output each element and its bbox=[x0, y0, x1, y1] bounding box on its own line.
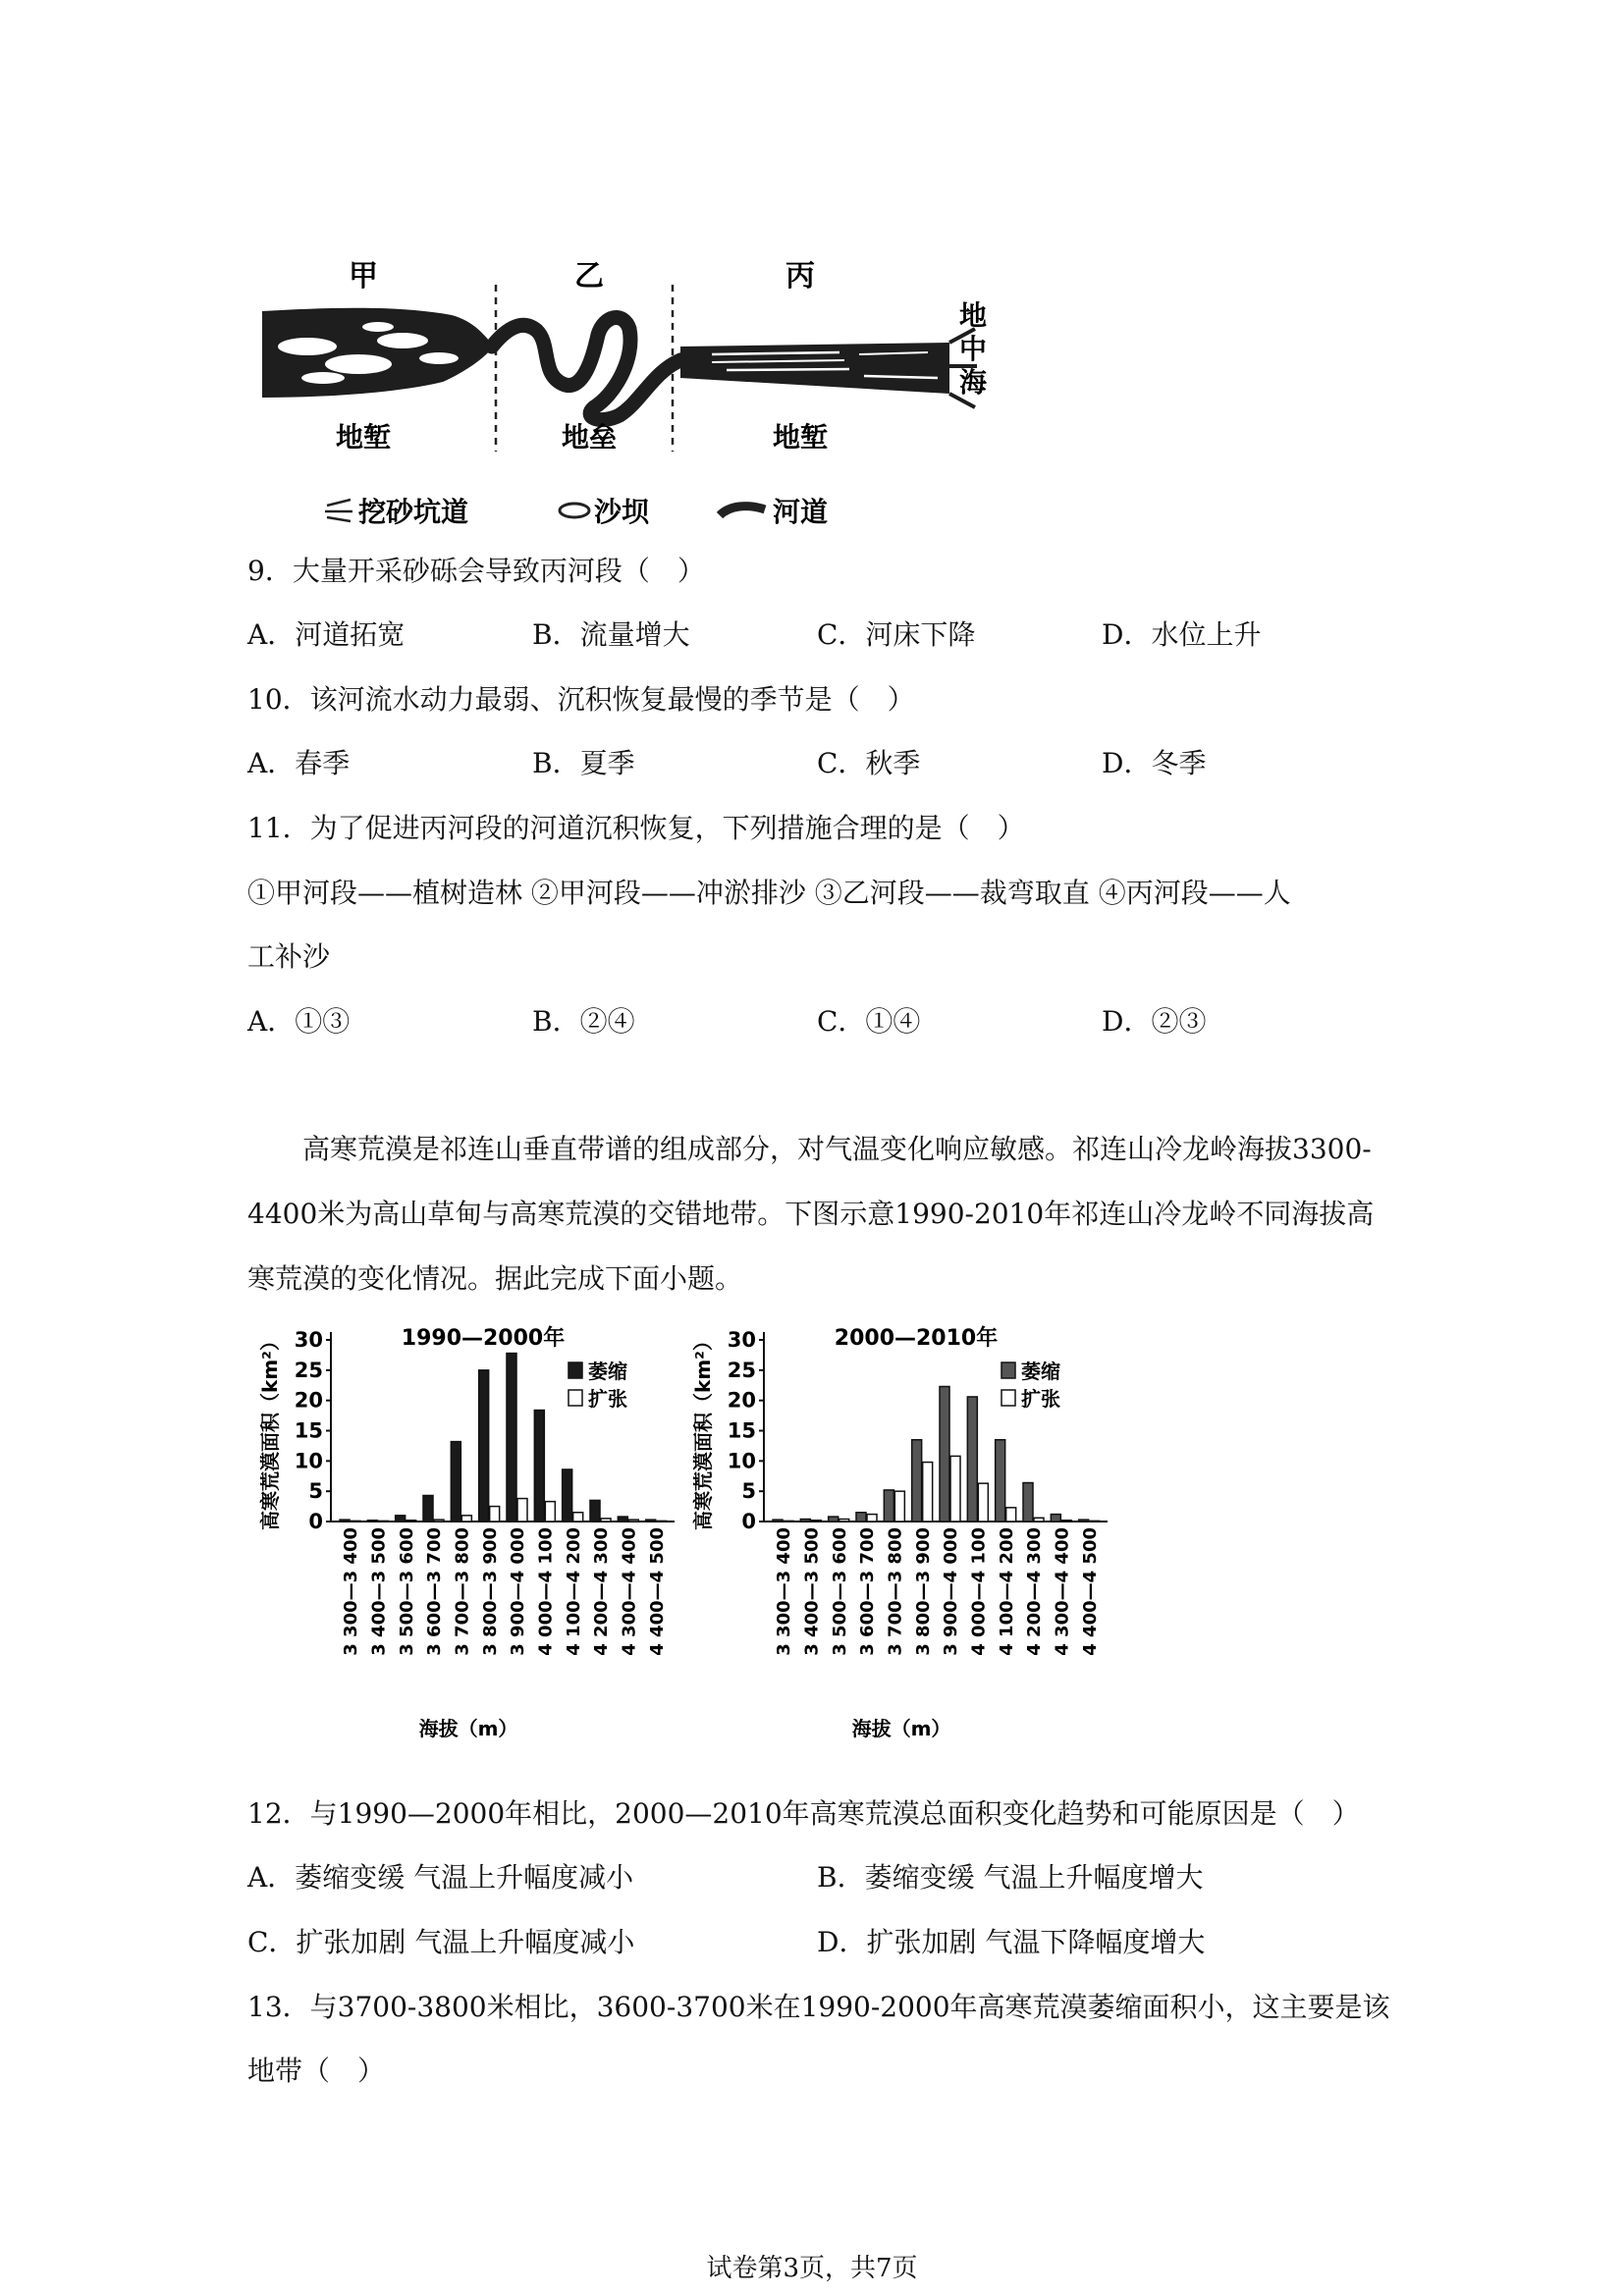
y-tick-label: 0 bbox=[741, 1510, 756, 1533]
x-tick-label: 4 200—4 300 bbox=[591, 1527, 613, 1656]
x-tick-label: 4 300—4 400 bbox=[619, 1527, 640, 1656]
bar-expand bbox=[1006, 1508, 1016, 1522]
chart-2000-2010 bbox=[690, 1325, 1122, 1747]
q11-items-line1: ①甲河段——植树造林 ②甲河段——冲淤排沙 ③乙河段——裁弯取直 ④丙河段——人 bbox=[247, 877, 1291, 909]
bar-shrink bbox=[590, 1500, 600, 1522]
q11-option-c: C．①④ bbox=[817, 1005, 921, 1038]
y-tick-label: 0 bbox=[308, 1510, 323, 1533]
x-axis-label: 海拔（m） bbox=[418, 1717, 518, 1740]
legend-label: 扩张 bbox=[1021, 1387, 1060, 1411]
x-tick-label: 3 900—4 000 bbox=[508, 1527, 529, 1656]
terrain-label-graben-left: 地堑 bbox=[335, 421, 392, 454]
y-tick-label: 25 bbox=[294, 1358, 323, 1382]
x-tick-label: 3 800—3 900 bbox=[479, 1527, 501, 1656]
bar-shrink bbox=[940, 1386, 949, 1522]
bar-shrink bbox=[396, 1516, 406, 1522]
sea-label-1: 地 bbox=[959, 299, 988, 332]
x-tick-label: 3 300—3 400 bbox=[774, 1527, 795, 1656]
terrain-label-graben-right: 地堑 bbox=[772, 421, 829, 454]
q11-option-d: D．②③ bbox=[1102, 1005, 1207, 1038]
bar-shrink bbox=[1023, 1483, 1033, 1522]
y-tick-label: 20 bbox=[294, 1388, 323, 1413]
y-tick-label: 5 bbox=[741, 1479, 756, 1504]
bar-shrink bbox=[618, 1517, 627, 1522]
bar-expand bbox=[950, 1456, 960, 1522]
x-tick-label: 3 500—3 600 bbox=[396, 1527, 417, 1656]
x-tick-label: 3 800—3 900 bbox=[912, 1527, 934, 1656]
braided-river-jia bbox=[262, 308, 494, 398]
sea-label-3: 海 bbox=[959, 366, 988, 399]
q13-stem-line1: 13．与3700-3800米相比，3600-3700米在1990-2000年高寒荒漠萎缩面积小，这主要是该 bbox=[247, 1991, 1390, 2023]
y-tick-label: 15 bbox=[294, 1418, 323, 1443]
bar-shrink bbox=[773, 1520, 783, 1522]
q12-option-d: D．扩张加剧 气温下降幅度增大 bbox=[817, 1926, 1206, 1958]
bar-expand bbox=[811, 1521, 821, 1522]
bar-shrink bbox=[800, 1520, 810, 1522]
q12-option-c: C．扩张加剧 气温上升幅度减小 bbox=[247, 1926, 635, 1958]
segment-label-bing: 丙 bbox=[785, 259, 815, 294]
bar-shrink bbox=[1079, 1520, 1089, 1522]
q10-stem: 10．该河流水动力最弱、沉积恢复最慢的季节是（ ） bbox=[247, 683, 915, 716]
x-tick-label: 4 000—4 100 bbox=[535, 1527, 557, 1656]
bar-shrink bbox=[646, 1520, 656, 1522]
y-tick-label: 5 bbox=[308, 1479, 323, 1504]
q9-stem: 9．大量开采砂砾会导致丙河段（ ） bbox=[247, 555, 705, 587]
q9-option-d: D．水位上升 bbox=[1102, 618, 1262, 651]
q11-option-a: A．①③ bbox=[247, 1005, 351, 1038]
legend-swatch bbox=[1001, 1362, 1015, 1378]
bar-expand bbox=[628, 1520, 638, 1522]
bar-expand bbox=[657, 1521, 667, 1522]
legend-sandbar bbox=[560, 496, 650, 528]
q12-option-a: A．萎缩变缓 气温上升幅度减小 bbox=[247, 1861, 634, 1894]
x-tick-label: 3 900—4 000 bbox=[941, 1527, 962, 1656]
y-axis-label: 高寒荒漠面积（km²） bbox=[258, 1331, 282, 1530]
page-footer: 试卷第3页，共7页 bbox=[706, 2254, 918, 2283]
y-tick-label: 10 bbox=[294, 1449, 323, 1473]
y-tick-label: 25 bbox=[727, 1358, 756, 1382]
legend-dug-channel bbox=[325, 496, 468, 528]
terrain-label-horst: 地垒 bbox=[561, 421, 618, 454]
legend-swatch bbox=[568, 1390, 582, 1406]
x-tick-label: 3 600—3 700 bbox=[424, 1527, 446, 1656]
bar-shrink bbox=[367, 1521, 377, 1522]
q9-option-a: A．河道拓宽 bbox=[247, 618, 406, 651]
river-figure bbox=[250, 250, 997, 530]
bar-expand bbox=[434, 1520, 444, 1522]
bar-expand bbox=[1034, 1518, 1044, 1522]
chart-title: 1990—2000年 bbox=[401, 1326, 566, 1351]
y-tick-label: 10 bbox=[727, 1449, 756, 1473]
bar-expand bbox=[1090, 1521, 1100, 1522]
q11-stem: 11．为了促进丙河段的河道沉积恢复，下列措施合理的是（ ） bbox=[247, 812, 1025, 844]
q13-stem-line2: 地带（ ） bbox=[247, 2055, 386, 2087]
sea-label-2: 中 bbox=[959, 333, 988, 365]
q9-option-c: C．河床下降 bbox=[817, 618, 976, 651]
bar-shrink bbox=[884, 1490, 893, 1522]
bar-expand bbox=[1061, 1521, 1071, 1522]
q9-option-b: B．流量增大 bbox=[532, 618, 690, 651]
x-tick-label: 4 400—4 500 bbox=[646, 1527, 668, 1656]
bar-expand bbox=[784, 1521, 793, 1522]
bar-expand bbox=[923, 1463, 933, 1522]
legend-channel bbox=[720, 496, 828, 528]
bar-shrink bbox=[534, 1411, 544, 1522]
bar-expand bbox=[839, 1520, 849, 1522]
q11-option-b: B．②④ bbox=[532, 1005, 635, 1038]
bar-shrink bbox=[507, 1354, 516, 1522]
bar-expand bbox=[894, 1491, 904, 1522]
x-tick-label: 3 600—3 700 bbox=[857, 1527, 879, 1656]
bar-shrink bbox=[340, 1520, 350, 1522]
bar-expand bbox=[545, 1502, 555, 1522]
chart-1990-2000 bbox=[257, 1325, 689, 1747]
x-tick-label: 3 700—3 800 bbox=[452, 1527, 473, 1656]
x-tick-label: 3 500—3 600 bbox=[829, 1527, 850, 1656]
svg-text:河道: 河道 bbox=[773, 496, 829, 528]
q10-option-b: B．夏季 bbox=[532, 747, 635, 779]
legend-label: 萎缩 bbox=[1021, 1360, 1060, 1383]
q12-option-b: B．萎缩变缓 气温上升幅度增大 bbox=[817, 1861, 1204, 1894]
bar-expand bbox=[461, 1516, 471, 1522]
x-tick-label: 4 300—4 400 bbox=[1052, 1527, 1073, 1656]
bar-shrink bbox=[967, 1397, 977, 1522]
bar-expand bbox=[978, 1483, 988, 1522]
segment-label-yi: 乙 bbox=[574, 259, 604, 294]
bar-expand bbox=[378, 1521, 388, 1522]
bar-shrink bbox=[423, 1495, 433, 1522]
bar-shrink bbox=[912, 1440, 922, 1522]
q10-option-c: C．秋季 bbox=[817, 747, 921, 779]
chart-title: 2000—2010年 bbox=[834, 1326, 999, 1351]
bar-shrink bbox=[996, 1440, 1005, 1522]
legend-swatch bbox=[1001, 1390, 1015, 1406]
legend-swatch bbox=[568, 1362, 582, 1378]
bar-shrink bbox=[1051, 1515, 1060, 1522]
segment-label-jia: 甲 bbox=[349, 259, 378, 294]
bar-shrink bbox=[856, 1513, 866, 1522]
x-tick-label: 3 300—3 400 bbox=[341, 1527, 362, 1656]
legend-label: 萎缩 bbox=[588, 1360, 627, 1383]
bar-shrink bbox=[563, 1469, 572, 1522]
y-axis-label: 高寒荒漠面积（km²） bbox=[691, 1331, 715, 1530]
bar-expand bbox=[406, 1521, 416, 1522]
x-tick-label: 4 200—4 300 bbox=[1024, 1527, 1046, 1656]
q11-items-line2: 工补沙 bbox=[247, 940, 331, 973]
y-tick-label: 30 bbox=[727, 1328, 756, 1352]
straight-river-bing bbox=[680, 329, 977, 407]
bar-shrink bbox=[451, 1442, 460, 1522]
x-axis-label: 海拔（m） bbox=[851, 1717, 951, 1740]
y-tick-label: 30 bbox=[294, 1328, 323, 1352]
q10-option-d: D．冬季 bbox=[1102, 747, 1207, 779]
q12-stem: 12．与1990—2000年相比，2000—2010年高寒荒漠总面积变化趋势和可能原因是（ ） bbox=[247, 1797, 1360, 1830]
y-tick-label: 20 bbox=[727, 1388, 756, 1413]
q10-option-a: A．春季 bbox=[247, 747, 351, 779]
x-tick-label: 4 100—4 200 bbox=[996, 1527, 1017, 1656]
x-tick-label: 4 400—4 500 bbox=[1079, 1527, 1101, 1656]
bar-expand bbox=[517, 1499, 527, 1522]
bar-expand bbox=[490, 1507, 500, 1522]
bar-shrink bbox=[829, 1517, 839, 1522]
bar-shrink bbox=[479, 1370, 489, 1522]
x-tick-label: 3 400—3 500 bbox=[801, 1527, 823, 1656]
x-tick-label: 4 100—4 200 bbox=[563, 1527, 584, 1656]
bar-expand bbox=[601, 1519, 611, 1522]
svg-text:沙坝: 沙坝 bbox=[594, 496, 650, 528]
x-tick-label: 3 700—3 800 bbox=[885, 1527, 906, 1656]
svg-text:挖砂坑道: 挖砂坑道 bbox=[358, 496, 469, 528]
x-tick-label: 4 000—4 100 bbox=[968, 1527, 990, 1656]
y-tick-label: 15 bbox=[727, 1418, 756, 1443]
legend-label: 扩张 bbox=[588, 1387, 627, 1411]
bar-expand bbox=[351, 1521, 360, 1522]
passage-text: 高寒荒漠是祁连山垂直带谱的组成部分，对气温变化响应敏感。祁连山冷龙岭海拔3300-4400米为高山草甸与高寒荒漠的交错地带。下图示意1990-2010年祁连山冷龙岭不同海拔高寒荒漠的变化情况。据此完成下面小题。 bbox=[247, 1133, 1375, 1295]
x-tick-label: 3 400—3 500 bbox=[368, 1527, 390, 1656]
bar-expand bbox=[573, 1513, 583, 1522]
bar-expand bbox=[867, 1515, 877, 1522]
